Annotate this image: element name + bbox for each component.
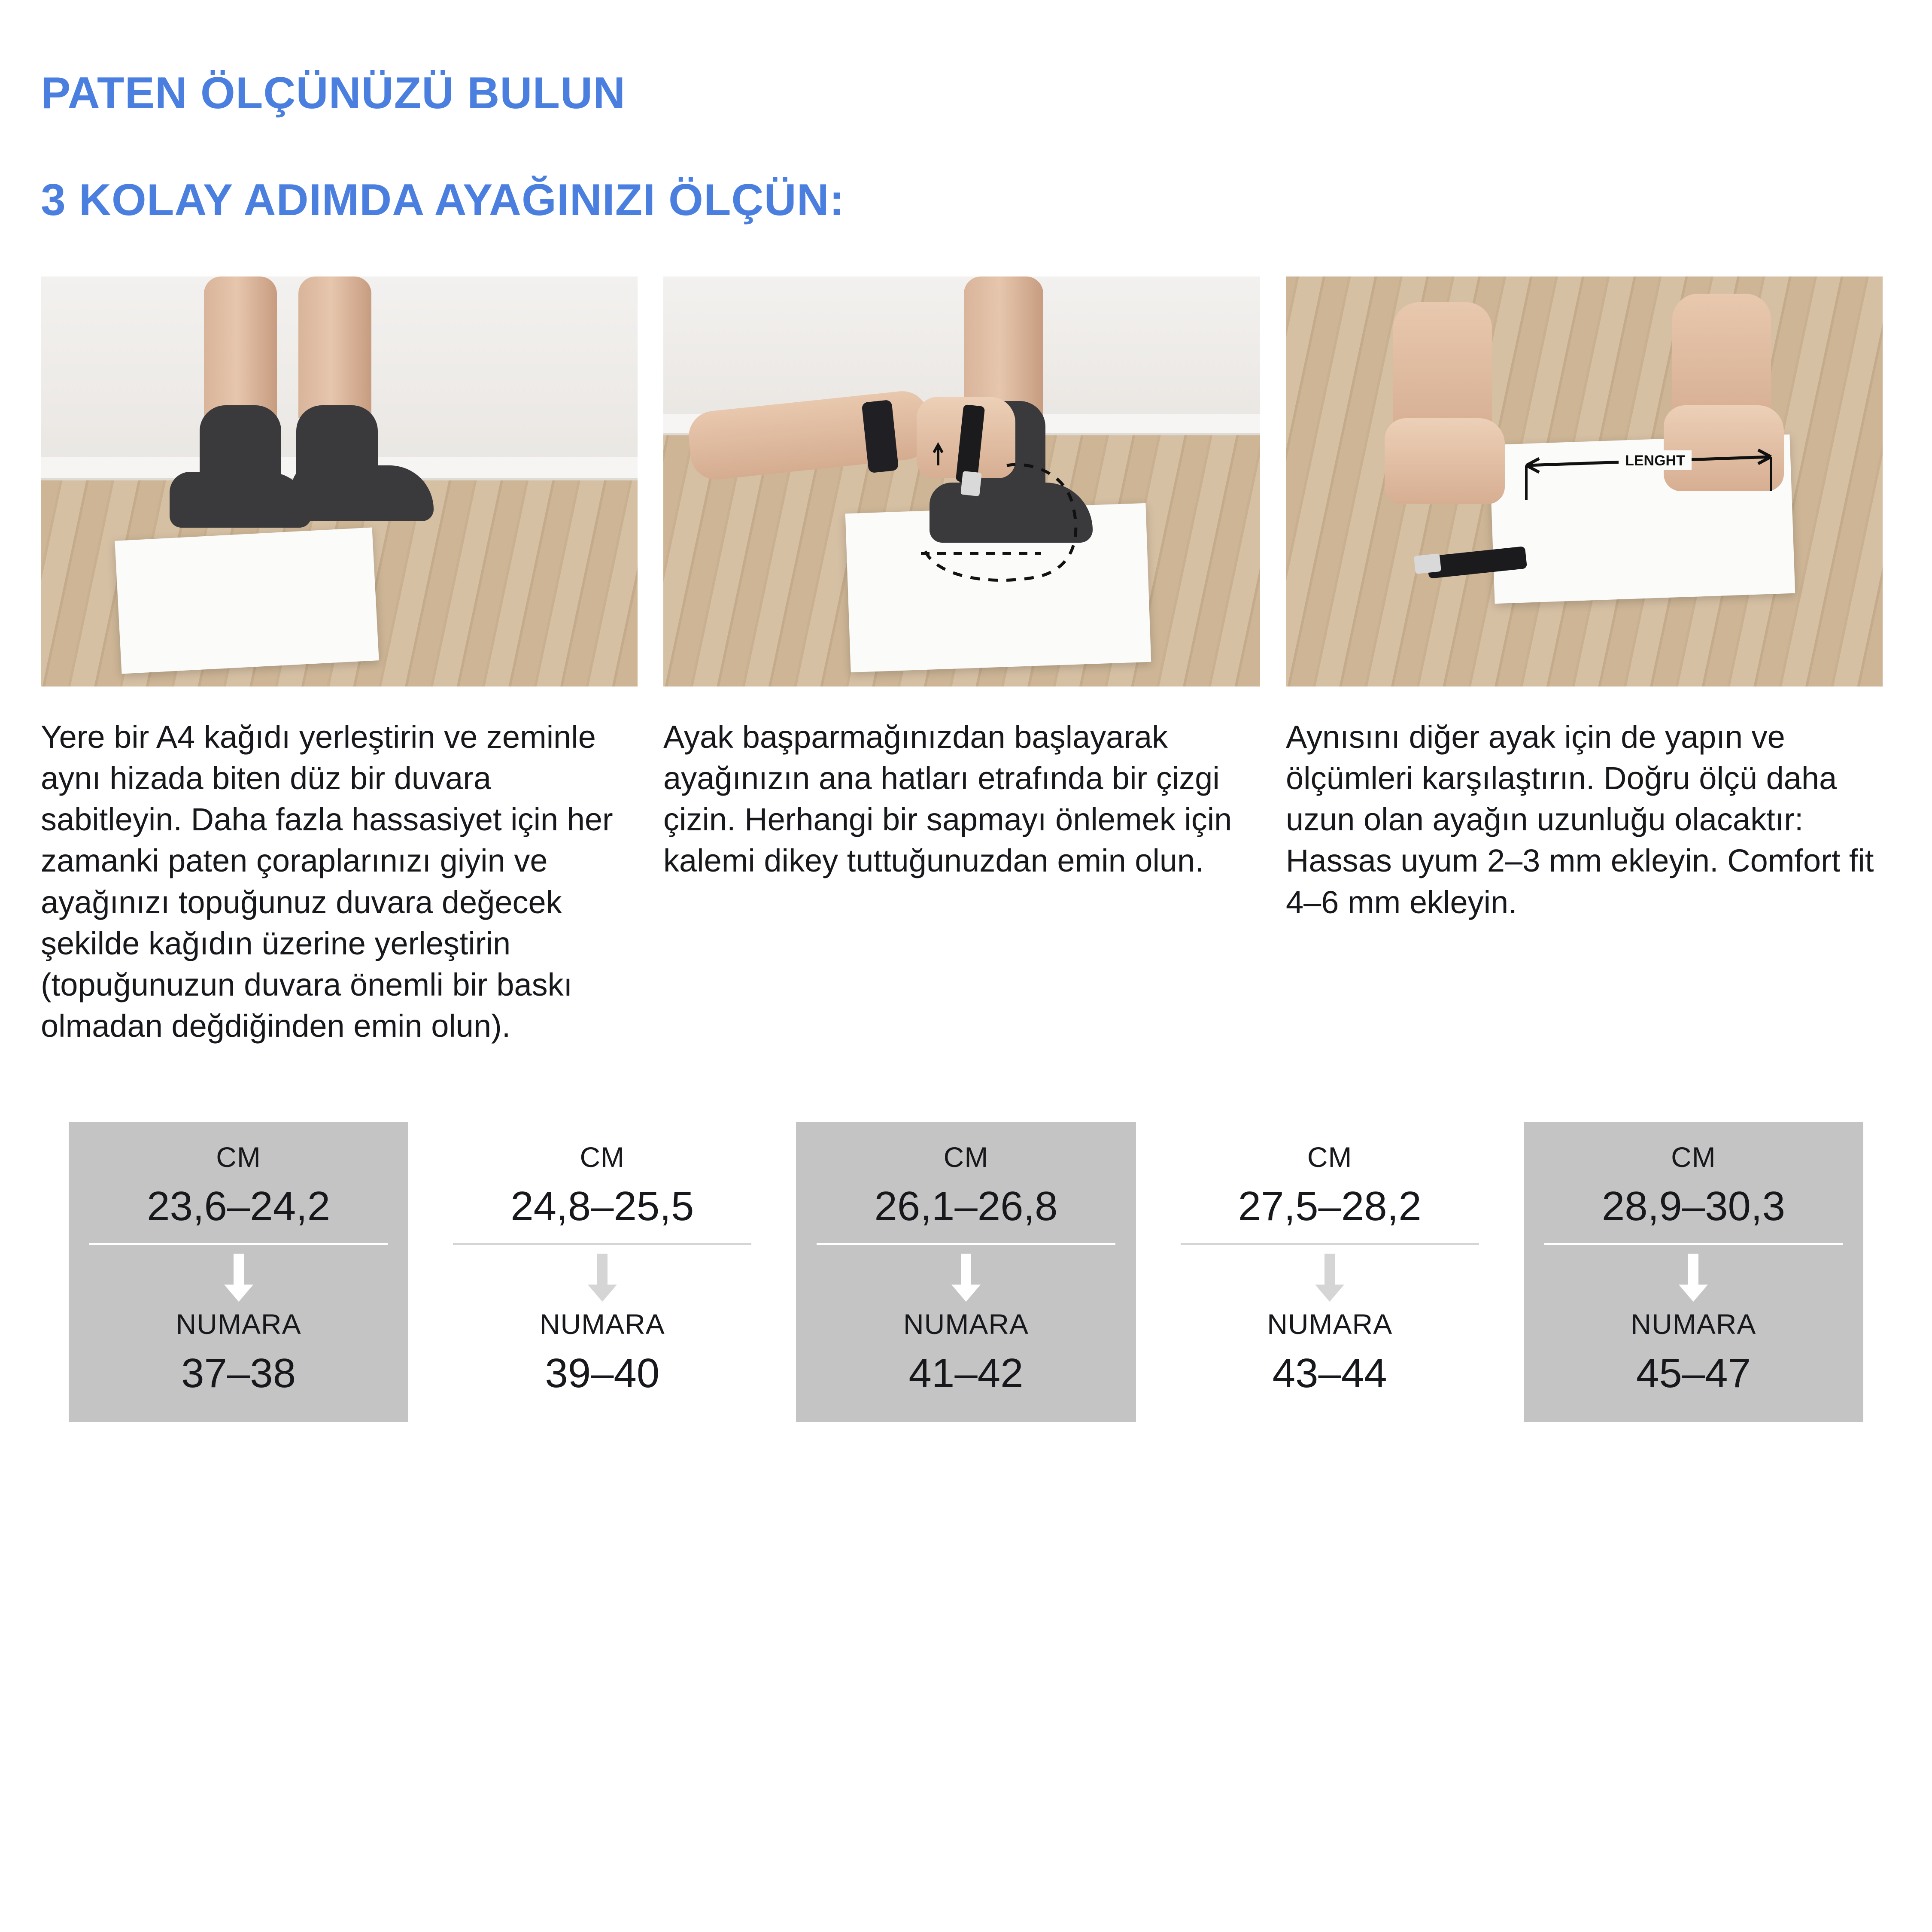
cm-value-1: 23,6–24,2 (147, 1183, 331, 1230)
size-header-4: NUMARA (1267, 1308, 1393, 1340)
page-subtitle: 3 KOLAY ADIMDA AYAĞINIZI ÖLÇÜN: (41, 175, 845, 225)
measuring-length-on-paper-photo (1286, 276, 1883, 687)
size-card-2 (432, 1122, 772, 1422)
arrow-5 (1537, 1245, 1850, 1296)
cm-header-5: CM (1671, 1141, 1716, 1173)
step-3-caption: Aynısını diğer ayak için de yapın ve ölçümleri karşılaştırın. Doğru ölçü daha uzun olan ayağın uzunluğu olacaktır: Hassas uyum 2–3 mm ekleyin. Comfort fit 4–6 mm ekleyin. (1286, 719, 1874, 920)
foot-on-paper-against-wall-photo (41, 276, 638, 687)
size-value-5: 45–47 (1636, 1350, 1751, 1397)
size-card-5 (1524, 1122, 1863, 1422)
size-value-3: 41–42 (908, 1350, 1024, 1397)
size-card-4 (1160, 1122, 1500, 1422)
size-value-4: 43–44 (1272, 1350, 1387, 1397)
tracing-foot-outline-photo (663, 276, 1260, 687)
length-measure-annotation (1286, 276, 1883, 687)
size-card-3 (796, 1122, 1136, 1422)
arrow-3 (809, 1245, 1123, 1296)
cm-value-5: 28,9–30,3 (1601, 1183, 1785, 1230)
size-table (41, 1122, 1891, 1422)
cm-header-3: CM (943, 1141, 989, 1173)
size-header-2: NUMARA (539, 1308, 665, 1340)
length-label: LENGHT (1625, 452, 1685, 469)
step-2 (663, 276, 1260, 1047)
size-header-5: NUMARA (1631, 1308, 1756, 1340)
foot-outline-dashed (663, 276, 1260, 687)
cm-header-2: CM (580, 1141, 625, 1173)
arrow-2 (445, 1245, 759, 1296)
cm-value-3: 26,1–26,8 (874, 1183, 1058, 1230)
step-1 (41, 276, 638, 1047)
size-value-1: 37–38 (181, 1350, 296, 1397)
arrow-4 (1173, 1245, 1487, 1296)
cm-value-4: 27,5–28,2 (1238, 1183, 1422, 1230)
step-2-caption: Ayak başparmağınızdan başlayarak ayağınızın ana hatları etrafında bir çizgi çizin. Herhangi bir sapmayı önlemek için kalemi dikey tuttuğunuzdan emin olun. (663, 719, 1232, 879)
size-card-1 (69, 1122, 408, 1422)
step-3 (1286, 276, 1883, 1047)
size-header-1: NUMARA (176, 1308, 301, 1340)
cm-header-1: CM (216, 1141, 261, 1173)
arrow-1 (82, 1245, 395, 1296)
step-1-caption: Yere bir A4 kağıdı yerleştirin ve zeminle aynı hizada biten düz bir duvara sabitleyin. Daha fazla hassasiyet için her zamanki paten çoraplarınızı giyin ve ayağınızı topuğunuz duvara değecek şekilde kağıdın üzerine yerleştirin (topuğunuzun duvara önemli bir baskı olmadan değdiğinden emin olun). (41, 719, 613, 1044)
size-value-2: 39–40 (545, 1350, 660, 1397)
cm-value-2: 24,8–25,5 (510, 1183, 694, 1230)
cm-header-4: CM (1307, 1141, 1352, 1173)
steps-row (41, 276, 1891, 1047)
size-header-3: NUMARA (903, 1308, 1029, 1340)
page-title: PATEN ÖLÇÜNÜZÜ BULUN (41, 68, 626, 118)
